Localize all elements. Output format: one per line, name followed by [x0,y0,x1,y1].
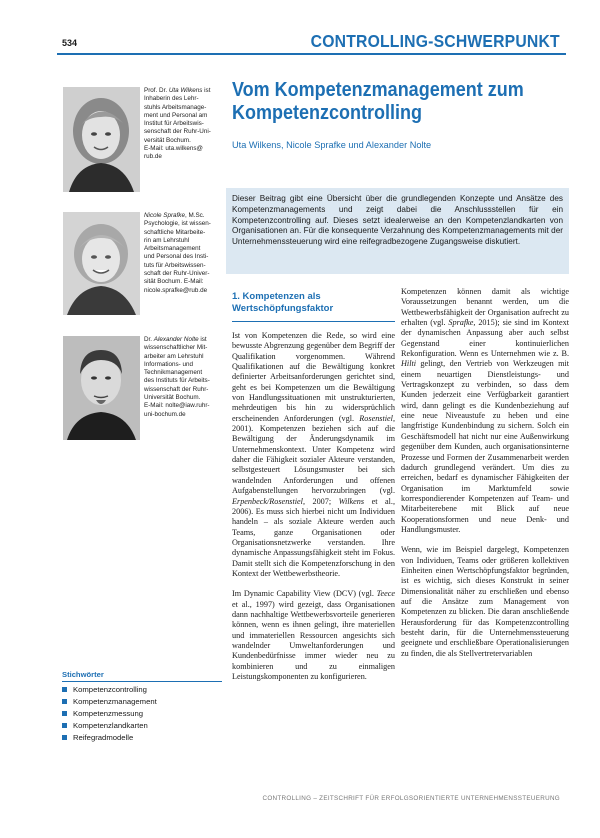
article-authors: Uta Wilkens, Nicole Sprafke und Alexander Nolte [232,140,432,150]
keywords-list [62,684,157,744]
header-rule [57,53,566,55]
author-photo-nolte [63,336,140,440]
keywords-rule [62,681,222,682]
author-bio-sprafke: Nicole Sprafke, M.Sc. Psychologie, ist wissen- schaftliche Mitarbeite- rin am Lehrstuhl Arbeitsmanagement und Personal des Insti- tuts für Arbeitswissen- schaft der Ruhr-Univer- sität Bochum. E-Mail: nicole.sprafke@rub.de [144,212,211,294]
author-photo-wilkens [63,87,140,192]
page-number: 534 [62,38,78,48]
section-rule [232,321,395,322]
body-column-1 [232,331,395,682]
keyword-item: Kompetenzmanagement [62,696,157,708]
body-paragraph: Ist von Kompetenzen die Rede, so wird eine bewusste Abgrenzung gegenüber dem Begriff der Qualifikation vorgenommen. Während Qualifikationen auf die Bewältigung konkret definierter Arbeitsanforderungen gerichtet sind, geht es bei Kompetenzen um die Bewältigung von Handlungssituationen mit unstrukturierten, mehrdeutigen bis hin zu widersprüchlich erscheinenden Anforderungen (vgl. Rosenstiel, 2001). Kompetenzen beziehen sich auf die Bewältigung der Änderungsdynamik im Unternehmenskontext. Unter Kompetenz wird daher die Fähigkeit sozialer Akteure verstanden, selbstgesteuert Lösungsmuster bei sich wandelnden Anforderungen und offenen Aufgabenstellungen hervorzubringen (vgl. Erpenbeck/Rosenstiel, 2007; Wilkens et al., 2006). Es muss sich hierbei nicht um Individuen handeln – als soziale Akteure werden auch Teams, ganze Organisationen oder Organisationsnetzwerke verstanden. Ihre dynamische Anpassungsfähigkeit steht im Fokus. Damit stellt sich die Kompetenzforschung in den Kontext der Wettbewerbstheorie. [232,331,395,578]
body-paragraph: Im Dynamic Capability View (DCV) (vgl. Teece et al., 1997) wird gezeigt, dass Organisationen dann nachhaltige Wettbewerbsvorteile generieren können, wenn es ihnen gelingt, ihre materiellen und immateriellen Ressourcen angesichts sich wandelnder Umweltanforderungen und Kundenbedürfnisse immer wieder neu zu kombinieren und zu einmaligen Leistungskomponenten zu konfigurieren. [232,589,395,681]
keyword-item: Kompetenzcontrolling [62,684,157,696]
author-photo-sprafke [63,212,140,315]
author-name: Nicole Sprafke [144,212,185,219]
author-name: Alexander Nolte [153,336,199,343]
footer-journal-name: CONTROLLING – ZEITSCHRIFT FÜR ERFOLGSORIENTIERTE UNTERNEHMENSSTEUERUNG [262,795,560,802]
section-heading: 1. Kompetenzen als Wertschöpfungsfaktor [232,291,334,314]
keyword-item: Reifegradmodelle [62,732,157,744]
body-paragraph: Wenn, wie im Beispiel dargelegt, Kompetenzen von Individuen, Teams oder größeren kollektiven Einheiten einen Wertschöpfungsfaktor begründen, ist es wichtig, sich dieses Konstrukt in seiner Dimensionalität näher zu erschließen und ebenso auf die Ansätze zum Management von Kompetenzen zu blicken. Die daran anschließende Herausforderung für das Kompetenzcontrolling besteht darin, für die Unternehmenssteuerung geeignete und erschließbare Operationalisierungen zu finden, die als Stellvertretervariablen [401,545,569,658]
article-title: Vom Kompetenzmanagement zum Kompetenzcontrolling [232,79,524,124]
abstract-box [226,188,569,274]
section-title: CONTROLLING-SCHWERPUNKT [310,31,560,51]
keyword-item: Kompetenzmessung [62,708,157,720]
author-bio-wilkens: Prof. Dr. Uta Wilkens ist Inhaberin des Lehr- stuhls Arbeitsmanage- ment und Personal am Institut für Arbeitswis- senschaft der Ruhr-Uni- versität Bochum. E-Mail: uta.wilkens@ rub.de [144,87,211,161]
author-name: Uta Wilkens [168,87,203,94]
keyword-item: Kompetenzlandkarten [62,720,157,732]
body-column-2 [401,287,569,659]
abstract-text: Dieser Beitrag gibt eine Übersicht über die grundlegenden Konzepte und Ansätze des Kompetenzmanagements und zeigt dabei die Anschlussstellen für ein Kompetenzcontrolling auf. Dieses setzt idealerweise an den Kompetenzlandkarten von Organisationen an. Für die konsequente Verzahnung des Kompetenzmanagements mit der Unternehmenssteuerung wird eine reifegradbezogene Zugangsweise diskutiert. [232,194,563,246]
keywords-heading: Stichwörter [62,670,104,679]
body-paragraph: Kompetenzen können damit als wichtige Voraussetzungen benannt werden, um die Wettbewerbsfähigkeit der Organisation aufrecht zu erhalten (vgl. Sprafke, 2015); sie sind im Kontext der dynamischen Anpassung aber auch selbst Gegenstand einer kontinuierlichen Rekonfiguration. Wenn es Unternehmen wie z. B. Hilti gelingt, den Vertrieb von Werkzeugen mit einem neuartigen Dienstleistungs- und Vertragskonzept zu verbinden, so dass dem Kunden jederzeit eine Verfügbarkeit garantiert wird, dann gelingt es die Kundenbeziehung auf eine neue Niveaustufe zu heben und eine langfristige Kundenbindung zu sichern. Solch ein Geschäftsmodell hat nicht nur eine Außenwirkung gegenüber dem Kunden, auch organisationsinterne Prozesse und Formen der Zusammenarbeit werden dadurch grundlegend verändert. Um dies zu erreichen, bedarf es dynamischer Fähigkeiten der Organisation im Marktumfeld sowie korrespondierender Kompetenzen auf Team- und Mitarbeiterebene mit Blick auf neue Kooperationsformen und neue Denk- und Handlungsmuster. [401,287,569,534]
author-bio-nolte: Dr. Alexander Nolte ist wissenschaftlicher Mit- arbeiter am Lehrstuhl Informations- und Technikmanagement des Instituts für Arbeits- wissenschaft der Ruhr- Universität Bochum. E-Mail: nolte@iaw.ruhr- uni-bochum.de [144,336,210,418]
